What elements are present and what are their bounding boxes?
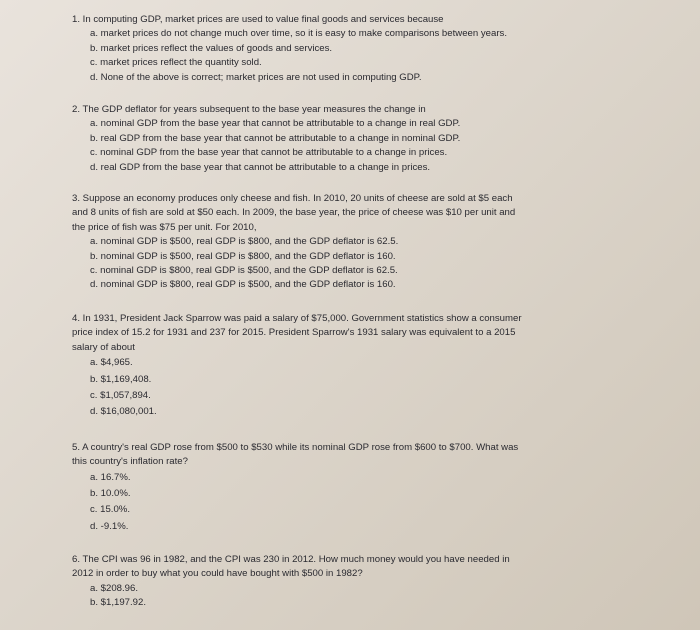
option-d: d. nominal GDP is $800, real GDP is $500, and the GDP deflator is 160. (90, 279, 396, 291)
question-1 (72, 13, 592, 85)
question-6 (72, 553, 592, 611)
option-a: a. $208.96. (90, 582, 139, 594)
option-a: a. nominal GDP from the base year that cannot be attributable to a change in real GDP. (90, 118, 461, 130)
stem-line: salary of about (72, 341, 135, 353)
option-d: d. None of the above is correct; market prices are not used in computing GDP. (90, 71, 422, 83)
stem-line: and 8 units of fish are sold at $50 each. In 2009, the base year, the price of cheese was $10 per unit and (72, 207, 516, 219)
question-3 (72, 192, 592, 293)
stem-line: 3. Suppose an economy produces only cheese and fish. In 2010, 20 units of cheese are sold at $5 each (72, 193, 513, 204)
question-stem (72, 553, 592, 582)
question-stem (72, 441, 592, 470)
option-c: c. $1,057,894. (90, 389, 151, 401)
option-b: b. nominal GDP is $500, real GDP is $800, and the GDP deflator is 160. (90, 250, 396, 262)
option-d: d. -9.1%. (90, 520, 129, 532)
option-b: b. $1,169,408. (90, 373, 152, 385)
question-2 (72, 103, 592, 175)
stem-line: price index of 15.2 for 1931 and 237 for 2015. President Sparrow's 1931 salary was equivalent to a 2015 (72, 327, 516, 339)
option-a: a. market prices do not change much over time, so it is easy to make comparisons between years. (90, 28, 507, 40)
stem-line: 6. The CPI was 96 in 1982, and the CPI was 230 in 2012. How much money would you have needed in (72, 554, 510, 565)
stem-line: 5. A country's real GDP rose from $500 to $530 while its nominal GDP rose from $600 to $700. What was (72, 442, 519, 453)
stem-line: the price of fish was $75 per unit. For 2010, (72, 221, 257, 233)
option-b: b. market prices reflect the values of goods and services. (90, 42, 333, 54)
option-c: c. market prices reflect the quantity sold. (90, 57, 262, 69)
option-c: c. nominal GDP is $800, real GDP is $500, and the GDP deflator is 62.5. (90, 265, 398, 277)
option-d: d. real GDP from the base year that cannot be attributable to a change in prices. (90, 161, 431, 173)
stem-line: 2012 in order to buy what you could have bought with $500 in 1982? (72, 568, 363, 580)
stem-line: 4. In 1931, President Jack Sparrow was paid a salary of $75,000. Government statistics show a consumer (72, 313, 522, 324)
question-5 (72, 441, 592, 535)
question-4 (72, 312, 592, 420)
option-c: c. 15.0%. (90, 504, 130, 516)
option-b: b. $1,197.92. (90, 597, 147, 609)
option-a: a. 16.7%. (90, 471, 131, 483)
question-stem (72, 192, 592, 235)
option-b: b. real GDP from the base year that cannot be attributable to a change in nominal GDP. (90, 132, 461, 144)
question-stem: 2. The GDP deflator for years subsequent to the base year measures the change in (72, 104, 426, 115)
option-d: d. $16,080,001. (90, 406, 157, 418)
option-a: a. nominal GDP is $500, real GDP is $800, and the GDP deflator is 62.5. (90, 236, 399, 248)
option-c: c. nominal GDP from the base year that cannot be attributable to a change in prices. (90, 147, 448, 159)
stem-line: this country's inflation rate? (72, 456, 188, 468)
question-stem (72, 312, 592, 355)
option-b: b. 10.0%. (90, 488, 131, 500)
option-a: a. $4,965. (90, 357, 133, 369)
question-stem: 1. In computing GDP, market prices are used to value final goods and services because (72, 14, 444, 25)
